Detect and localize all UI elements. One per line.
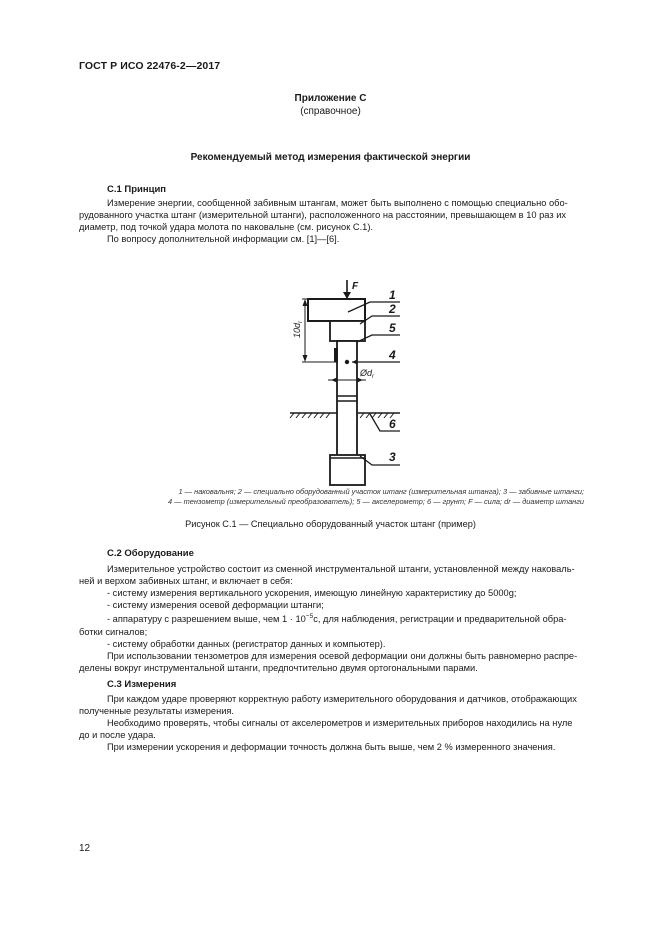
- paragraph-line: полученные результаты измерения.: [79, 706, 235, 717]
- force-label: F: [352, 281, 359, 292]
- callout-4: 4: [389, 348, 396, 362]
- paragraph-line: диаметр, под точкой удара молота по наковальне (см. рисунок С.1).: [79, 222, 374, 233]
- accelerometer-icon: [345, 360, 349, 364]
- paragraph-line: делены вокруг инструментальной штанги, предпочтительно двумя ортогональными парами.: [79, 662, 478, 673]
- section-c2-body: [79, 563, 614, 674]
- list-item: - аппаратуру с разрешением выше, чем $1 \cdot 10^{-5}с$, для наблюдения, регистрации и предварительной обра-: [107, 613, 567, 625]
- list-item: - систему измерения осевой деформации штанги;: [107, 600, 324, 611]
- section-c1-body: [79, 197, 614, 245]
- callout-5: 5: [389, 321, 396, 335]
- list-item: - систему обработки данных (регистратор данных и компьютер).: [107, 638, 386, 649]
- section-c3-title: С.3 Измерения: [107, 679, 177, 690]
- anvil-shape: [308, 299, 365, 321]
- dimension-label: $10d_r$: [292, 320, 304, 338]
- paragraph-line: По вопросу дополнительной информации см. [1]—[6].: [107, 234, 340, 245]
- section-c2-title: С.2 Оборудование: [107, 548, 194, 559]
- annex-title: Приложение С: [294, 93, 367, 104]
- legend-line: 4 — тензометр (измерительный преобразователь); 5 — акселерометр; 6 — грунт; F — сила; dr — диаметр штанги: [168, 497, 584, 506]
- document-id: ГОСТ Р ИСО 22476-2—2017: [79, 60, 221, 72]
- paragraph-line: ней и верхом забивных штанг, и включает в себя:: [79, 576, 293, 587]
- figure-rod-diagram: [280, 278, 430, 488]
- paragraph-line: Измерение энергии, сообщенной забивным штангам, может быть выполнено с помощью специально обо-: [107, 198, 568, 208]
- section-c3-body: [79, 693, 614, 753]
- figure-caption: Рисунок С.1 — Специально оборудованный участок штанг (пример): [185, 519, 476, 529]
- paragraph-line: При использовании тензометров для измерения осевой деформации они должны быть равномерно распре-: [107, 650, 578, 661]
- paragraph-line: При каждом ударе проверяют корректную работу измерительного оборудования и датчиков, отображающих: [107, 694, 577, 704]
- measuring-rod-shape: [337, 341, 357, 459]
- paragraph-line: рудованного участка штанг (измерительной штанги), расположенного на расстоянии, превышающем в 10 раз их: [79, 210, 567, 221]
- callout-6: 6: [389, 417, 396, 431]
- paragraph-line: ботки сигналов;: [79, 626, 148, 637]
- callout-2: 2: [389, 302, 396, 316]
- callout-3: 3: [389, 450, 396, 464]
- annex-heading: Рекомендуемый метод измерения фактической энергии: [190, 152, 471, 163]
- section-c1-title: С.1 Принцип: [107, 184, 167, 195]
- annex-subtitle: (справочное): [300, 106, 361, 117]
- page-number: 12: [79, 843, 91, 854]
- diameter-label: $Ød_r$: [360, 368, 375, 380]
- paragraph-line: Измерительное устройство состоит из сменной инструментальной штанги, установленной между наковаль-: [107, 564, 575, 574]
- force-arrow-icon: [343, 292, 351, 299]
- paragraph-line: Необходимо проверять, чтобы сигналы от акселерометров и измерительных приборов находились на нуле: [107, 718, 573, 729]
- callout-1: 1: [389, 288, 396, 302]
- figure-legend: [79, 487, 584, 507]
- paragraph-line: до и после удара.: [79, 730, 156, 741]
- list-item: - систему измерения вертикального ускорения, имеющую линейную характеристику до 5000g;: [107, 588, 517, 599]
- legend-line: 1 — наковальня; 2 — специально оборудованный участок штанг (измерительная штанга); 3 — забивные штанги;: [178, 487, 584, 496]
- paragraph-line: При измерении ускорения и деформации точность должна быть выше, чем 2 % измеренного значения.: [107, 742, 556, 753]
